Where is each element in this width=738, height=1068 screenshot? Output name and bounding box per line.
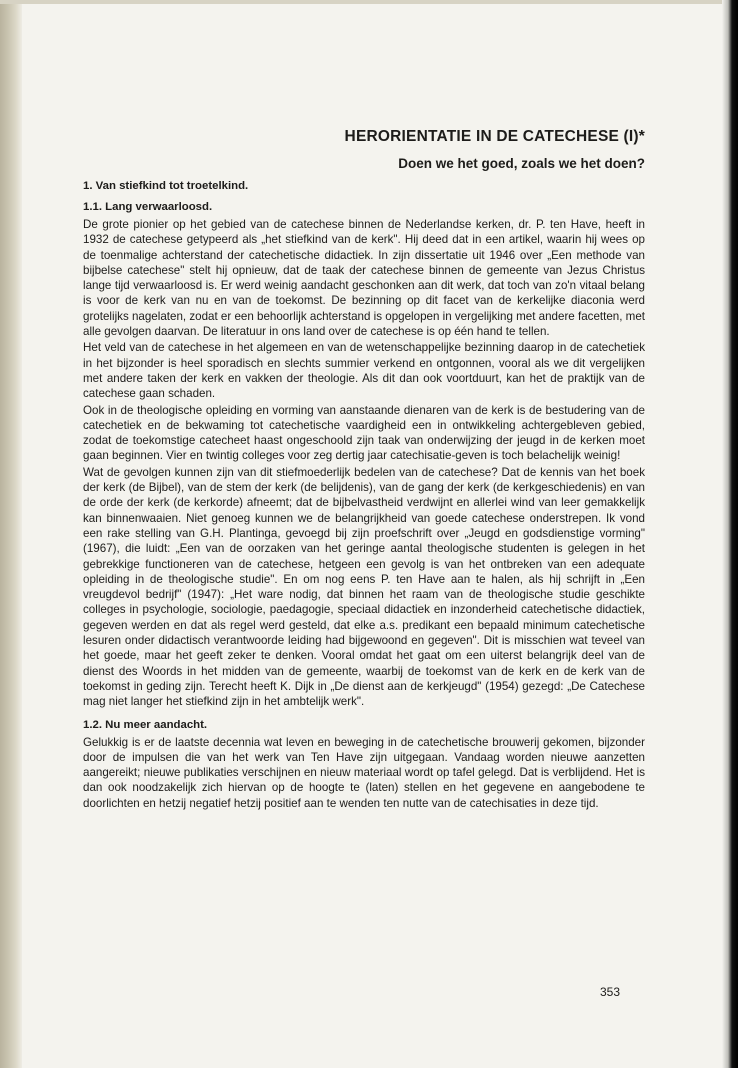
page-number: 353 (600, 985, 621, 999)
paragraph: Het veld van de catechese in het algemeen en van de wetenschappelijke bezinning daarop in de catechetiek in het bijzonder is heel sporadisch en slechts summier verkend en ontgonnen, vooral als we dit vergelijken met andere taken der kerk en vakken der theologie. Als dit dan ook voortduurt, kan het de praktijk van de catechese gaan schaden. (83, 341, 645, 401)
scan-right-edge (722, 0, 738, 1068)
paragraph: Ook in de theologische opleiding en vorming van aanstaande dienaren van de kerk is de bestudering van de catechetiek en de bekwaming tot catechetische vaardigheid een in ontwikkeling achtergebleven gebied, zodat de toekomstige catecheet haast ongeschoold zijn taak van onderwijzing der jeugd in de kerken moet gaan beginnen. Vier en twintig colleges voor zeg dertig jaar catechisatie-geven is toch belachelijk weinig! (83, 403, 645, 463)
paragraph: De grote pionier op het gebied van de catechese binnen de Nederlandse kerken, dr. P. ten Have, heeft in 1932 de catechese getypeerd als „het stiefkind van de kerk". Hij deed dat in een artikel, waarin hij wees op de toenmalige achterstand der catechetische didactiek. In zijn dissertatie uit 1946 over „Een methode van bijbelse catechese" stelt hij opnieuw, dat de taak der catechese binnen de gemeente van Jezus Christus lange tijd verwaarloosd is. Er werd weinig aandacht geschonken aan dit werk, dat toch van zo'n vitaal belang is voor de kerk van nu en van de toekomst. De bezinning op dit facet van de kerkelijke diaconia werd grotelijks nagelaten, zodat er een behoorlijk achterstand is opgelopen in vergelijking met andere facetten, met alle gevolgen daarvan. De literatuur in ons land over de catechese is op één hand te tellen. (83, 218, 645, 339)
document-title: HERORIENTATIE IN DE CATECHESE (I)* (344, 128, 645, 145)
paragraph: Gelukkig is er de laatste decennia wat leven en beweging in de catechetische brouwerij gekomen, bijzonder door de impulsen die van het werk van Ten Have zijn uitgegaan. Vandaag worden nieuwe aanzetten aangereikt; nieuwe publikaties verschijnen en nieuw materiaal wordt op tafel gelegd. Dat is verblijdend. Het is dan ook noodzakelijk zich hiervan op de hoogte te (laten) stellen en het gegevene en aangebodene te doorlichten en hetzij negatief hetzij positief aan te wenden ten nutte van de catechisaties in deze tijd. (83, 735, 645, 810)
document-page (83, 128, 645, 812)
section-heading-1-1: 1.1. Lang verwaarloosd. (83, 201, 213, 213)
document-subtitle: Doen we het goed, zoals we het doen? (398, 156, 645, 171)
section-heading-1: 1. Van stiefkind tot troetelkind. (83, 180, 249, 192)
scan-left-edge (0, 0, 22, 1068)
scan-top-edge (0, 0, 722, 4)
section-heading-1-2: 1.2. Nu meer aandacht. (83, 718, 208, 731)
paragraph: Wat de gevolgen kunnen zijn van dit stiefmoederlijk bedelen van de catechese? Dat de kennis van het boek der kerk (de Bijbel), van de stem der kerk (de belijdenis), van de gang der kerk (de kerkgeschiedenis) en van de orde der kerk (de kerkorde) afneemt; dat de bijbelvastheid verdwijnt en allerlei wind van leer gemakkelijk kan binnenwaaien. Niet genoeg kunnen we de belangrijkheid van goede catechese onderstrepen. Ik vond een rake stelling van G.H. Plantinga, gevoegd bij zijn proefschrift over „Jeugd en godsdienstige vorming" (1967), die luidt: „Een van de oorzaken van het geringe aantal theologische studenten is gelegen in het gebrekkige functioneren van de catechese, hetgeen een gevolg is van het ontbreken van een adequate opleiding in de theologische studie". En om nog eens P. ten Have aan te halen, als hij schrijft in „Een vreugdevol bedrijf" (1947): „Het ware nodig, dat binnen het raam van de theologische studie geschikte colleges in psychologie, sociologie, paedagogie, speciaal didactiek en inzonderheid catechetische didactiek, gegeven werden en dat als regel werd gesteld, dat elke a.s. predikant een bepaald minimum catechetische lesuren onder didactisch verantwoorde leiding had bijgewoond en gegeven". Dit is misschien wat teveel van het goede, maar het geeft zeker te denken. Vooral omdat het gaat om een uiterst belangrijk deel van de dienst des Woords in het midden van de gemeente, waarbij de toekomst van de kerk en de kerk van de toekomst in geding zijn. Terecht heeft K. Dijk in „De dienst aan de kerkjeugd" (1954) gezegd: „De Catechese mag niet langer het stiefkind zijn in het ambtelijk werk". (83, 465, 645, 709)
